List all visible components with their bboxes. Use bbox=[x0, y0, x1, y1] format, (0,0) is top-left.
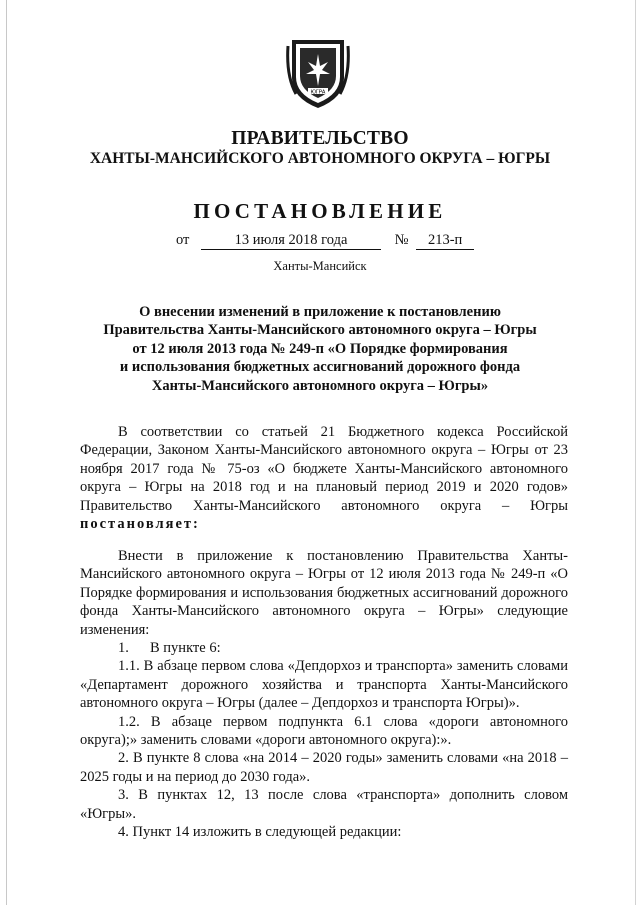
number-prefix: № bbox=[394, 232, 409, 248]
document-number: 213-п bbox=[416, 232, 474, 250]
title-line: и использования бюджетных ассигнований дорожного фонда bbox=[119, 359, 521, 376]
item-1-2: 1.2. В абзаце первом подпункта 6.1 слова «дороги автономного округа);» заменить словами «дороги автономного округа):». bbox=[80, 713, 568, 749]
decree-title bbox=[80, 303, 560, 395]
decree-body bbox=[80, 547, 568, 842]
resolves-word: постановляет: bbox=[80, 516, 200, 533]
title-line: Ханты-Мансийского автономного округа – Югры» bbox=[151, 377, 489, 394]
item-4: 4. Пункт 14 изложить в следующей редакции: bbox=[118, 824, 402, 841]
title-line: от 12 июля 2013 года № 249-п «О Порядке формирования bbox=[132, 340, 508, 357]
city: Ханты-Мансийск bbox=[273, 259, 367, 273]
government-subtitle: ХАНТЫ-МАНСИЙСКОГО АВТОНОМНОГО ОКРУГА – ЮГРЫ bbox=[89, 150, 551, 167]
item-1-1: 1.1. В абзаце первом слова «Депдорхоз и транспорта» заменить словами «Департамент дорожного хозяйства и транспорта Ханты-Мансийского автономного округа – Югры (далее – Депдорхоз и транспорта Югры)». bbox=[80, 658, 568, 712]
item-3: 3. В пунктах 12, 13 после слова «транспорта» дополнить словом «Югры». bbox=[80, 787, 568, 822]
emblem-label: ЮГРА bbox=[310, 89, 326, 96]
title-line: Правительства Ханты-Мансийского автономного округа – Югры bbox=[103, 322, 537, 339]
document-date: 13 июля 2018 года bbox=[201, 232, 381, 250]
government-title: ПРАВИТЕЛЬСТВО bbox=[231, 128, 409, 149]
body-intro: Внести в приложение к постановлению Правительства Ханты-Мансийского автономного округа – Югры от 12 июля 2013 года № 249-п «О Порядке формирования и использования бюджетных ассигнований дорожного фонда Ханты-Мансийского автономного округа – Югры» следующие изменения: bbox=[80, 548, 568, 638]
item-1-text: В пункте 6: bbox=[150, 640, 221, 657]
date-prefix: от bbox=[176, 232, 190, 248]
date-number-line bbox=[176, 232, 474, 250]
item-1-number: 1. bbox=[118, 640, 129, 657]
item-2: 2. В пункте 8 слова «на 2014 – 2020 годы» заменить словами «на 2018 – 2025 годы и на период до 2030 года». bbox=[80, 750, 568, 785]
preamble-text: В соответствии со статьей 21 Бюджетного кодекса Российской Федерации, Законом Ханты-Мансийского автономного округа – Югры от 23 ноября 2017 года № 75-оз «О бюджете Ханты-Мансийского автономного округа – Югры на 2018 год и на плановый период 2019 и 2020 годов» Правительство Ханты-Мансийского автономного округа – Югры bbox=[80, 424, 568, 514]
document-type: ПОСТАНОВЛЕНИЕ bbox=[193, 199, 447, 223]
item-1 bbox=[80, 639, 568, 657]
preamble bbox=[80, 423, 568, 533]
title-line: О внесении изменений в приложение к постановлению bbox=[139, 304, 501, 320]
coat-of-arms-icon bbox=[286, 36, 350, 110]
